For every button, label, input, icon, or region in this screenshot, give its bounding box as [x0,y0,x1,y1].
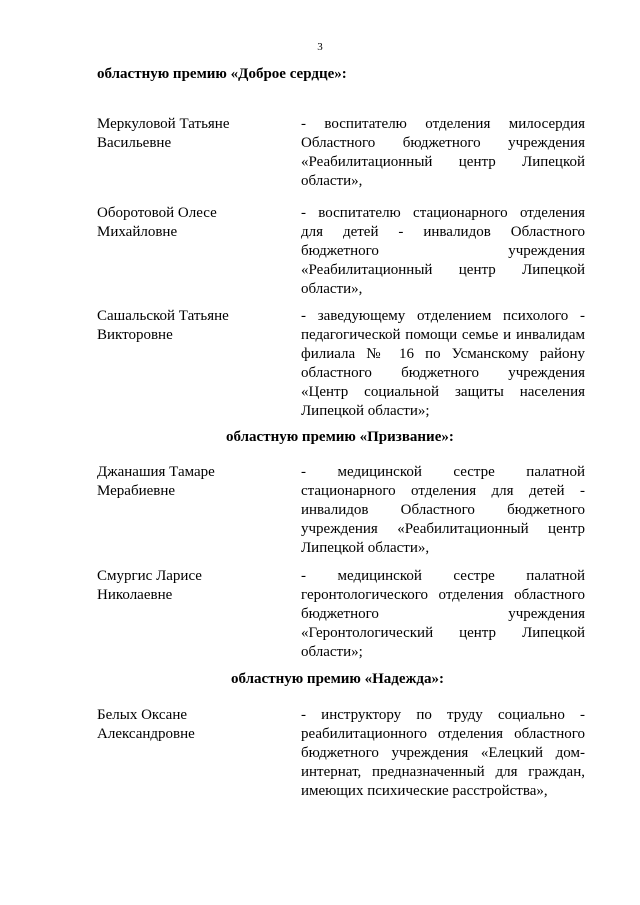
recipient-name [97,567,287,605]
recipient-surname-given: Меркуловой Татьяне [97,116,230,132]
recipient-patronymic: Михайловне [97,224,178,240]
section-heading-nadezhda: областную премию «Надежда»: [231,671,445,687]
recipient-name [97,463,287,501]
recipient-position: - воспитателю стационарного отделения для детей - инвалидов Областного бюджетного учреждения «Реабилитационный центр Липецкой области», [301,205,585,297]
recipient-surname-given: Сашальской Татьяне [97,308,229,324]
recipient-surname-given: Оборотовой Олесе [97,205,217,221]
recipient-position: - инструктору по труду социально - реабилитационного отделения областного бюджетного учреждения «Елецкий дом-интернат, предназначенный для граждан, имеющих психические расстройства», [301,707,585,799]
recipient-patronymic: Николаевне [97,587,173,603]
recipient-patronymic: Мерабиевне [97,483,176,499]
recipient-position: - воспитателю отделения милосердия Областного бюджетного учреждения «Реабилитационный центр Липецкой области», [301,116,585,189]
page-number: 3 [317,41,323,53]
recipient-name [97,706,287,744]
section-heading-prizvanie: областную премию «Призвание»: [226,429,454,445]
section-heading-dobroe-serdtse: областную премию «Доброе сердце»: [97,66,347,82]
recipient-name [97,115,287,153]
recipient-position: - медицинской сестре палатной геронтологического отделения областного бюджетного учреждения «Геронтологический центр Липецкой области»; [301,568,585,660]
recipient-patronymic: Викторовне [97,327,173,343]
recipient-name [97,204,287,242]
recipient-name [97,307,287,345]
recipient-position: - медицинской сестре палатной стационарного отделения для детей - инвалидов Областного бюджетного учреждения «Реабилитационный центр Липецкой области», [301,464,585,556]
recipient-patronymic: Александровне [97,726,195,742]
recipient-patronymic: Васильевне [97,135,172,151]
recipient-surname-given: Джанашия Тамаре [97,464,215,480]
recipient-surname-given: Смургис Ларисе [97,568,202,584]
recipient-surname-given: Белых Оксане [97,707,188,723]
recipient-position: - заведующему отделением психолого - педагогической помощи семье и инвалидам филиала № 16 по Усманскому району областного бюджетного учреждения «Центр социальной защиты населения Липецкой области»; [301,308,585,419]
